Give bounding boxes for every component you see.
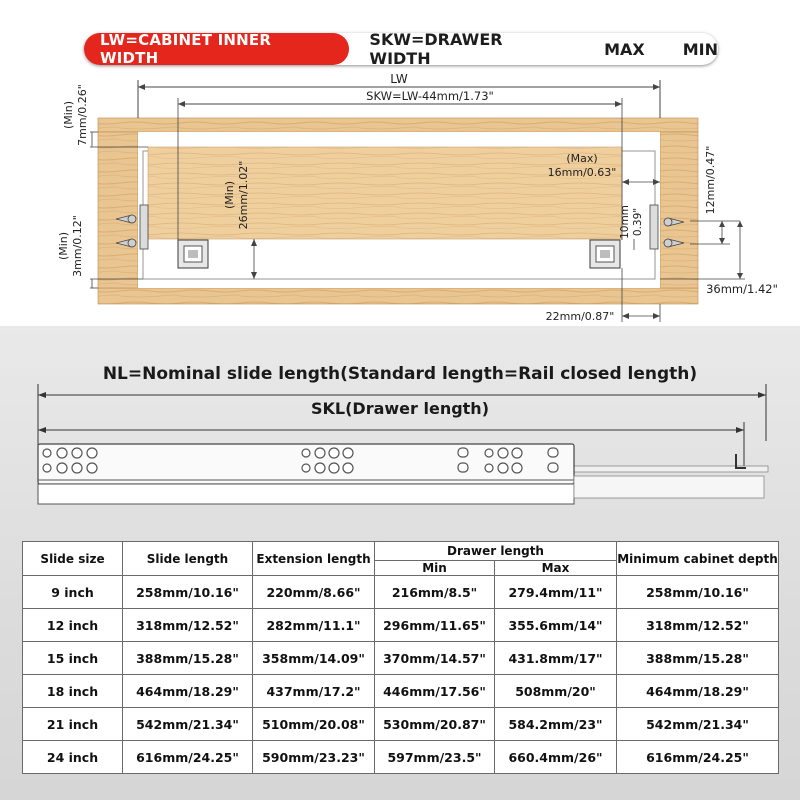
cabinet-bottom-panel — [98, 288, 698, 304]
header-min: Min — [375, 561, 495, 576]
table-cell: 358mm/14.09" — [253, 642, 375, 675]
mid-10mm: 10mm — [619, 205, 631, 239]
table-cell: 530mm/20.87" — [375, 708, 495, 741]
header-slide-length: Slide length — [123, 542, 253, 576]
cabinet-diagram-panel — [0, 0, 800, 326]
table-cell: 279.4mm/11" — [495, 576, 617, 609]
table-cell: 318mm/12.52" — [123, 609, 253, 642]
table-cell: 590mm/23.23" — [253, 741, 375, 774]
min-left-value: 3mm/0.12" — [71, 215, 84, 277]
bottom-22mm-label: 22mm/0.87" — [545, 310, 615, 323]
table-cell: 318mm/12.52" — [617, 609, 779, 642]
table-cell: 446mm/17.56" — [375, 675, 495, 708]
table-cell: 18 inch — [23, 675, 123, 708]
table-cell: 542mm/21.34" — [617, 708, 779, 741]
table-cell: 584.2mm/23" — [495, 708, 617, 741]
table-cell: 542mm/21.34" — [123, 708, 253, 741]
lw-label: LW — [390, 72, 408, 86]
table-cell: 660.4mm/26" — [495, 741, 617, 774]
max-label: (Max) — [566, 152, 598, 165]
header-max: Max — [495, 561, 617, 576]
min-center-value: 26mm/1.02" — [237, 160, 250, 230]
legend-lw-pill: LW=CABINET INNER WIDTH — [84, 33, 349, 65]
cabinet-right-side — [660, 132, 698, 288]
table-row — [23, 609, 779, 642]
table-cell: 9 inch — [23, 576, 123, 609]
cabinet-top-panel — [98, 118, 698, 132]
table-cell: 437mm/17.2" — [253, 675, 375, 708]
header-min-cabinet-depth: Minimum cabinet depth — [617, 542, 779, 576]
table-cell: 431.8mm/17" — [495, 642, 617, 675]
table-cell: 216mm/8.5" — [375, 576, 495, 609]
header-slide-size: Slide size — [23, 542, 123, 576]
table-cell: 282mm/11.1" — [253, 609, 375, 642]
table-cell: 355.6mm/14" — [495, 609, 617, 642]
min-center-label: (Min) — [223, 180, 236, 210]
drawer-box — [148, 147, 622, 239]
table-cell: 464mm/18.29" — [123, 675, 253, 708]
table-cell: 370mm/14.57" — [375, 642, 495, 675]
max-value: 16mm/0.63" — [547, 166, 617, 179]
slide-rail — [38, 444, 764, 504]
right-36mm-label: 36mm/1.42" — [706, 282, 778, 296]
table-cell: 24 inch — [23, 741, 123, 774]
table-cell: 388mm/15.28" — [123, 642, 253, 675]
table-cell: 21 inch — [23, 708, 123, 741]
table-row — [23, 642, 779, 675]
min-top-value: 7mm/0.26" — [76, 84, 89, 146]
table-cell: 12 inch — [23, 609, 123, 642]
slide-drawing — [0, 326, 800, 536]
cabinet-left-side — [98, 132, 138, 288]
legend-min: MIN — [682, 39, 718, 59]
min-left-label: (Min) — [57, 231, 70, 261]
table-cell: 616mm/24.25" — [123, 741, 253, 774]
table-row — [23, 576, 779, 609]
table-cell: 508mm/20" — [495, 675, 617, 708]
table-cell: 464mm/18.29" — [617, 675, 779, 708]
table-cell: 296mm/11.65" — [375, 609, 495, 642]
table-cell: 388mm/15.28" — [617, 642, 779, 675]
spec-table — [22, 541, 779, 774]
legend-skw: SKW=DRAWER WIDTH — [369, 30, 503, 68]
legend-max: MAX — [604, 39, 645, 59]
skl-title: SKL(Drawer length) — [310, 399, 490, 418]
table-cell: 258mm/10.16" — [617, 576, 779, 609]
table-cell: 510mm/20.08" — [253, 708, 375, 741]
cabinet-cross-section — [0, 0, 800, 326]
table-cell: 15 inch — [23, 642, 123, 675]
table-cell: 220mm/8.66" — [253, 576, 375, 609]
table-cell: 616mm/24.25" — [617, 741, 779, 774]
slide-spec-panel — [0, 326, 800, 800]
nl-title: NL=Nominal slide length(Standard length=Rail closed length) — [102, 364, 698, 384]
table-cell: 258mm/10.16" — [123, 576, 253, 609]
min-top-label: (Min) — [62, 100, 75, 130]
table-cell: 597mm/23.5" — [375, 741, 495, 774]
table-row — [23, 708, 779, 741]
table-row — [23, 741, 779, 774]
table-row — [23, 675, 779, 708]
right-12mm-label: 12mm/0.47" — [704, 145, 717, 215]
header-extension-length: Extension length — [253, 542, 375, 576]
header-drawer-length: Drawer length — [375, 542, 617, 561]
skw-formula-label: SKW=LW-44mm/1.73" — [366, 89, 494, 103]
mid-039: 0.39" — [632, 207, 644, 237]
